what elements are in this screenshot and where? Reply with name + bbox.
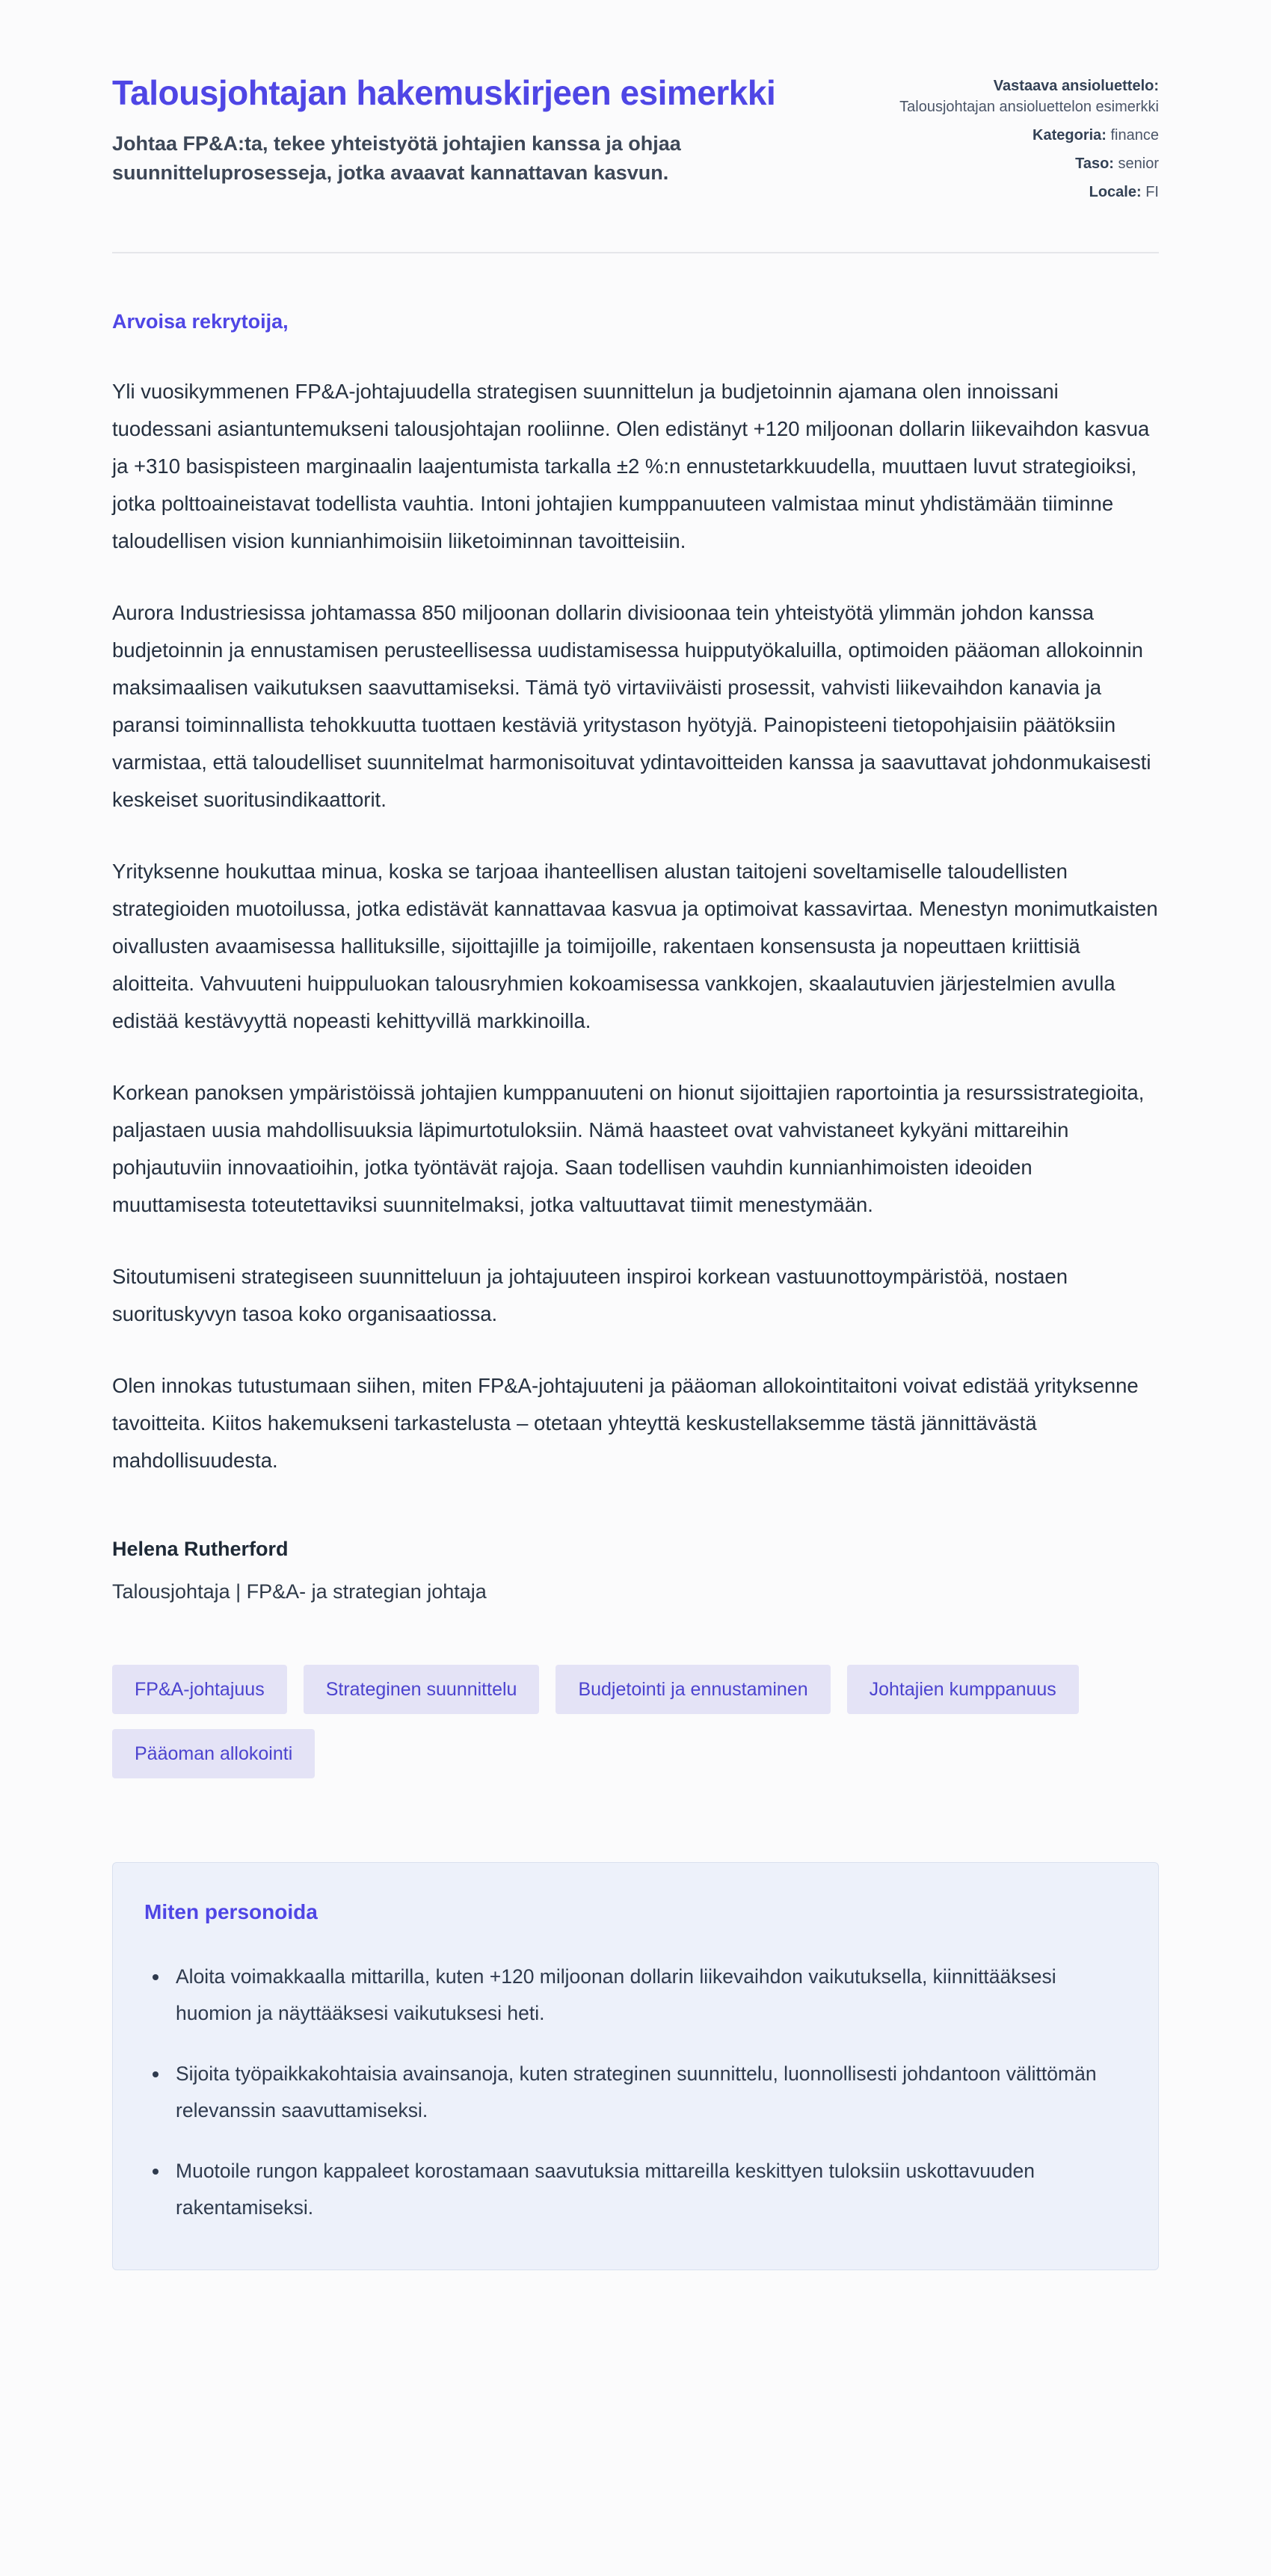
meta-block [852,71,1159,210]
meta-row-locale [852,182,1159,203]
signature-title: Talousjohtaja | FP&A- ja strategian johtaja [112,1580,487,1603]
meta-value: Talousjohtajan ansioluettelon esimerkki [899,99,1159,115]
letter-paragraph: Yrityksenne houkuttaa minua, koska se tarjoaa ihanteellisen alustan taitojeni soveltamiselle taloudellisten strategioiden muotoilussa, jotka edistävät kannattavaa kasvua ja optimoivat kassavirtaa. Menestyn monimutkaisten oivallusten avaamisessa hallituksille, sijoittajille ja toimijoille, rakentaen konsensusta ja nopeuttaen kriittisiä aloitteita. Vahvuuteni huippuluokan talousryhmien kokoamisessa vankkojen, skaalautuvien järjestelmien avulla edistää kestävyyttä nopeasti kehittyvillä markkinoilla. [112,860,1158,1032]
letter-greeting: Arvoisa rekrytoija, [112,310,289,333]
page-title: Talousjohtajan hakemuskirjeen esimerkki [112,73,776,112]
meta-value: senior [1118,155,1159,172]
meta-label: Vastaava ansioluettelo: [993,78,1159,94]
signature-block [112,1538,1159,1603]
letter-paragraph: Sitoutumiseni strategiseen suunnitteluun ja johtajuuteen inspiroi korkean vastuunottoympäristöä, nostaen suorituskyvyn tasoa koko organisaatiossa. [112,1265,1068,1325]
meta-value: finance [1110,127,1159,144]
letter-paragraph: Aurora Industriesissa johtamassa 850 miljoonan dollarin divisioonaa tein yhteistyötä ylimmän johdon kanssa budjetoinnin ja ennustamisen perusteellisessa uudistamisessa huipputyökaluilla, optimoiden pääoman allokoinnin maksimaalisen vaikutuksen saavuttamiseksi. Tämä työ virtaviiväisti prosessit, vahvisti liikevaihdon kanavia ja paransi toiminnallista tehokkuutta tuottaen kestäviä yritystason hyötyjä. Painopisteeni tietopohjaisiin päätöksiin varmistaa, että taloudelliset suunnitelmat harmonisoituvat ydintavoitteiden kanssa ja saavuttavat johdonmukaisesti keskeiset suoritusindikaattorit. [112,601,1151,811]
tag-chip: Budjetointi ja ennustaminen [556,1665,830,1714]
tips-title: Miten personoida [144,1900,318,1923]
meta-label: Taso: [1075,155,1114,172]
letter-body [112,303,1159,1603]
meta-value: FI [1145,184,1159,200]
meta-row-level [852,153,1159,174]
page-subtitle: Johtaa FP&A:ta, tekee yhteistyötä johtajien kanssa ja ohjaa suunnitteluprosesseja, jotka avaavat kannattavan kasvun. [112,132,681,184]
header-divider [112,252,1159,253]
signature-name: Helena Rutherford [112,1538,289,1560]
tag-chip: Pääoman allokointi [112,1729,315,1778]
page-header [112,71,1159,210]
tag-chip: Strateginen suunnittelu [304,1665,540,1714]
title-block [112,71,775,188]
meta-row-matching-resume [852,76,1159,117]
tag-chip: Johtajien kumppanuus [847,1665,1079,1714]
meta-row-category [852,125,1159,146]
meta-label: Locale: [1089,184,1142,200]
personalization-tips-box [112,1862,1159,2270]
tips-item: • Aloita voimakkaalla mittarilla, kuten +120 miljoonan dollarin liikevaihdon vaikutuksella, kiinnittääksesi huomion ja näyttääksesi vaikutuksesi heti. [170,1959,1127,2032]
tips-list [144,1959,1127,2226]
letter-paragraph: Yli vuosikymmenen FP&A-johtajuudella strategisen suunnittelun ja budjetoinnin ajamana olen innoissani tuodessani asiantuntemukseni talousjohtajan rooliinne. Olen edistänyt +120 miljoonan dollarin liikevaihdon kasvua ja +310 basispisteen marginaalin laajentumista tarkalla ±2 %:n ennustetarkkuudella, muuttaen luvut strategioiksi, jotka polttoaineistavat todellista vauhtia. Intoni johtajien kumppanuuteen valmistaa minut yhdistämään tiiminne taloudellisen vision kunnianhimoisiin liiketoiminnan tavoitteisiin. [112,380,1150,552]
tag-chip: FP&A-johtajuus [112,1665,287,1714]
letter-paragraph: Korkean panoksen ympäristöissä johtajien kumppanuuteni on hionut sijoittajien raportointia ja resurssistrategioita, paljastaen uusia mahdollisuuksia läpimurtotuloksiin. Nämä haasteet ovat vahvistaneet kykyäni mittareihin pohjautuviin innovaatioihin, jotka työntävät rajoja. Saan todellisen vauhdin kunnianhimoisten ideoiden muuttamisesta toteutettaviksi suunnitelmaksi, jotka valtuuttavat tiimit menestymään. [112,1081,1145,1216]
meta-label: Kategoria: [1033,127,1107,144]
letter-paragraph: Olen innokas tutustumaan siihen, miten FP&A-johtajuuteni ja pääoman allokointitaitoni voivat edistää yrityksenne tavoitteita. Kiitos hakemukseni tarkastelusta – otetaan yhteyttä keskustellaksemme tästä jännittävästä mahdollisuudesta. [112,1374,1139,1472]
tips-item: • Muotoile rungon kappaleet korostamaan saavutuksia mittareilla keskittyen tuloksiin uskottavuuden rakentamiseksi. [170,2153,1127,2226]
keyword-tags [112,1665,1159,1778]
tips-item: • Sijoita työpaikkakohtaisia avainsanoja, kuten strateginen suunnittelu, luonnollisesti johdantoon välittömän relevanssin saavuttamiseksi. [170,2056,1127,2129]
